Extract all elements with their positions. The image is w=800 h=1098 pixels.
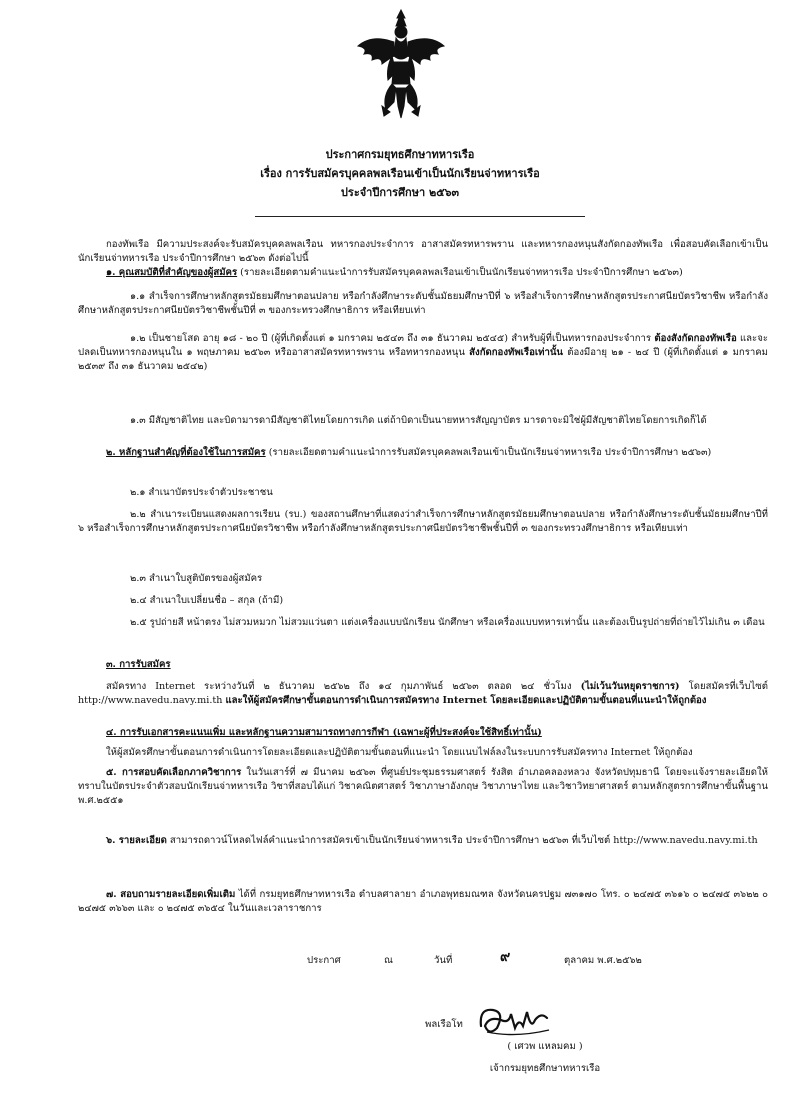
section-2-2: ๒.๒ สำเนาระเบียนแสดงผลการเรียน (รบ.) ของสถานศึกษาที่แสดงว่าสำเร็จการศึกษาหลักสูตรมัธยมศึกษาตอนปลาย หรือกำลังศึกษาระดับชั้นมัธยมศึกษาปีที่ ๖ หรือสำเร็จการศึกษาหลักสูตรประกาศนียบัตรวิชาชีพ หรือกำลังศึกษาหลักสูตรประกาศนียบัตรวิชาชีพชั้นปีที่ ๓ ของกระทรวงศึกษาธิการ หรือเทียบเท่า bbox=[78, 509, 768, 534]
section-4-heading bbox=[78, 726, 768, 740]
section-3-heading bbox=[78, 658, 768, 672]
section-5-paragraph bbox=[78, 766, 768, 808]
section-1-2-emphasis-a: ต้องสังกัดกองทัพเรือ bbox=[654, 333, 737, 344]
section-1-1: ๑.๑ สำเร็จการศึกษาหลักสูตรมัธยมศึกษาตอนปลาย หรือกำลังศึกษาระดับชั้นมัธยมศึกษาปีที่ ๖ หรือสำเร็จการศึกษาหลักสูตรประกาศนียบัตรวิชาชีพ หรือกำลังศึกษาหลักสูตรประกาศนียบัตรวิชาชีพชั้นปีที่ ๓ ของกระทรวงศึกษาธิการ หรือเทียบเท่า bbox=[78, 291, 768, 316]
section-6-paragraph bbox=[78, 834, 768, 848]
announcement-issuer: ประกาศกรมยุทธศึกษาทหารเรือ bbox=[325, 148, 475, 161]
section-2-4: ๒.๔ สำเนาใบเปลี่ยนชื่อ – สกุล (ถ้ามี) bbox=[130, 595, 284, 606]
intro-paragraph: กองทัพเรือ มีความประสงค์จะรับสมัครบุคคลพลเรือน ทหารกองประจำการ อาสาสมัครทหารพราน และทหารกองหนุนสังกัดกองทัพเรือ เพื่อสอบคัดเลือกเข้าเป็นนักเรียนจ่าทหารเรือ ประจำปีการศึกษา ๒๕๖๓ ดังต่อไปนี้ bbox=[78, 239, 768, 264]
section-2-title: ๒. หลักฐานสำคัญที่ต้องใช้ในการสมัคร bbox=[106, 447, 266, 458]
section-3-title: ๓. การรับสมัคร bbox=[106, 659, 171, 670]
announce-month-year: ตุลาคม พ.ศ.๒๕๖๒ bbox=[564, 955, 642, 966]
section-1-heading bbox=[78, 266, 768, 280]
section-1-2-text-a: ๑.๒ เป็นชายโสด อายุ ๑๘ - ๒๐ ปี (ผู้ที่เกิดตั้งแต่ ๑ มกราคม ๒๕๔๓ ถึง ๓๑ ธันวาคม ๒๕๔๕) สำหรับผู้ที่เป็นทหารกองประจำการ bbox=[130, 333, 655, 344]
section-1-2 bbox=[78, 332, 768, 374]
section-1-2-text-b: และจะปลดเป็นทหารกองหนุนใน ๑ พฤษภาคม ๒๕๖๓ หรืออาสาสมัครทหารพราน หรือทหารกองหนุน bbox=[78, 333, 768, 358]
announce-date-label: วันที่ bbox=[434, 955, 453, 966]
signer-name: ( เศวพ แหลมคม ) bbox=[507, 1041, 583, 1052]
section-6-body: สามารถดาวน์โหลดไฟล์คำแนะนำการสมัครเข้าเป็นนักเรียนจ่าทหารเรือ ประจำปีการศึกษา ๒๕๖๓ ที่เว็บไซต์ http://www.navedu.navy.mi.th bbox=[166, 835, 758, 846]
section-2-5: ๒.๕ รูปถ่ายสี หน้าตรง ไม่สวมหมวก ไม่สวมแว่นตา แต่งเครื่องแบบนักเรียน นักศึกษา หรือเครื่องแบบทหารเท่านั้น และต้องเป็นรูปถ่ายที่ถ่ายไว้ไม่เกิน ๓ เดือน bbox=[130, 617, 765, 628]
announcement-subject: เรื่อง การรับสมัครบุคคลพลเรือนเข้าเป็นนักเรียนจ่าทหารเรือ bbox=[260, 167, 540, 180]
section-7-paragraph bbox=[78, 888, 768, 916]
announce-label: ประกาศ bbox=[307, 955, 341, 966]
garuda-emblem-icon bbox=[352, 6, 450, 122]
section-2-note: (รายละเอียดตามคำแนะนำการรับสมัครบุคคลพลเรือนเข้าเป็นนักเรียนจ่าทหารเรือ ประจำปีการศึกษา ๒๕๖๓) bbox=[265, 447, 712, 458]
announcement-year: ประจำปีการศึกษา ๒๕๖๓ bbox=[340, 186, 460, 199]
handwritten-signature-icon bbox=[475, 1000, 555, 1040]
section-3-text-a: สมัครทาง Internet ระหว่างวันที่ ๒ ธันวาคม ๒๕๖๒ ถึง ๑๔ กุมภาพันธ์ ๒๕๖๓ ตลอด ๒๔ ชั่วโมง bbox=[106, 681, 581, 692]
section-2-3: ๒.๓ สำเนาใบสูติบัตรของผู้สมัคร bbox=[130, 573, 263, 584]
section-1-note: (รายละเอียดตามคำแนะนำการรับสมัครบุคคลพลเรือนเข้าเป็นนักเรียนจ่าทหารเรือ ประจำปีการศึกษา ๒๕๖๓) bbox=[237, 267, 683, 278]
section-1-title: ๑. คุณสมบัติที่สำคัญของผู้สมัคร bbox=[106, 267, 238, 278]
announce-at: ณ bbox=[384, 955, 393, 966]
section-2-1: ๒.๑ สำเนาบัตรประจำตัวประชาชน bbox=[130, 487, 273, 498]
signer-rank: พลเรือโท bbox=[425, 1019, 463, 1030]
section-1-2-emphasis-b: สังกัดกองทัพเรือเท่านั้น bbox=[469, 347, 563, 358]
section-2-heading bbox=[78, 446, 768, 460]
section-3-body bbox=[78, 680, 768, 708]
section-1-2-text-c: ต้องมีอายุ ๒๑ - ๒๔ ปี (ผู้ที่เกิดตั้งแต่ ๑ มกราคม ๒๕๓๙ ถึง ๓๑ ธันวาคม ๒๕๔๒) bbox=[78, 347, 768, 372]
heading-divider bbox=[255, 216, 585, 217]
section-5-title: ๕. การสอบคัดเลือกภาควิชาการ bbox=[106, 767, 242, 778]
section-7-title: ๗. สอบถามรายละเอียดเพิ่มเติม bbox=[106, 889, 236, 900]
section-4-body: ให้ผู้สมัครศึกษาขั้นตอนการดำเนินการโดยละเอียดและปฏิบัติตามขั้นตอนที่แนะนำ โดยแนบไฟล์ลงในระบบการรับสมัครทาง Internet ให้ถูกต้อง bbox=[106, 747, 693, 758]
section-3-text-d: และให้ผู้สมัครศึกษาขั้นตอนการดำเนินการสมัครทาง Internet โดยละเอียดและปฏิบัติตามขั้นตอนที่แนะนำให้ถูกต้อง bbox=[225, 695, 707, 706]
section-3-emphasis: (ไม่เว้นวันหยุดราชการ) bbox=[580, 681, 680, 692]
section-4-title: ๔. การรับเอกสารคะแนนเพิ่ม และหลักฐานความสามารถทางการกีฬา (เฉพาะผู้ที่ประสงค์จะใช้สิทธิ์เท่านั้น) bbox=[106, 727, 542, 738]
section-7-body: ได้ที่ กรมยุทธศึกษาทหารเรือ ตำบลศาลายา อำเภอพุทธมณฑล จังหวัดนครปฐม ๗๓๑๗๐ โทร. ๐ ๒๔๗๕ ๓๖๑๖ ๐ ๒๔๗๕ ๓๖๒๒ ๐ ๒๔๗๕ ๓๖๖๓ และ ๐ ๒๔๗๕ ๓๖๕๔ ในวันและเวลาราชการ bbox=[78, 889, 769, 914]
section-1-3: ๑.๓ มีสัญชาติไทย และบิดามารดามีสัญชาติไทยโดยการเกิด แต่ถ้าบิดาเป็นนายทหารสัญญาบัตร มารดาจะมิใช่ผู้มีสัญชาติไทยโดยการเกิดก็ได้ bbox=[130, 415, 707, 426]
section-5-body: ในวันเสาร์ที่ ๗ มีนาคม ๒๕๖๓ ที่ศูนย์ประชุมธรรมศาสตร์ รังสิต อำเภอคลองหลวง จังหวัดปทุมธานี โดยจะแจ้งรายละเอียดให้ทราบในบัตรประจำตัวสอบนักเรียนจ่าทหารเรือ วิชาที่สอบได้แก่ วิชาคณิตศาสตร์ วิชาภาษาอังกฤษ วิชาภาษาไทย และวิชาวิทยาศาสตร์ ตามหลักสูตรการศึกษาขั้นพื้นฐาน พ.ศ.๒๕๕๑ bbox=[78, 767, 768, 806]
announce-day: ๙ bbox=[500, 949, 511, 965]
signer-title: เจ้ากรมยุทธศึกษาทหารเรือ bbox=[489, 1063, 601, 1074]
section-6-title: ๖. รายละเอียด bbox=[106, 835, 167, 846]
section-3-website-link[interactable]: โดยสมัครที่เว็บไซต์ http://www.navedu.navy.mi.th bbox=[78, 681, 768, 706]
